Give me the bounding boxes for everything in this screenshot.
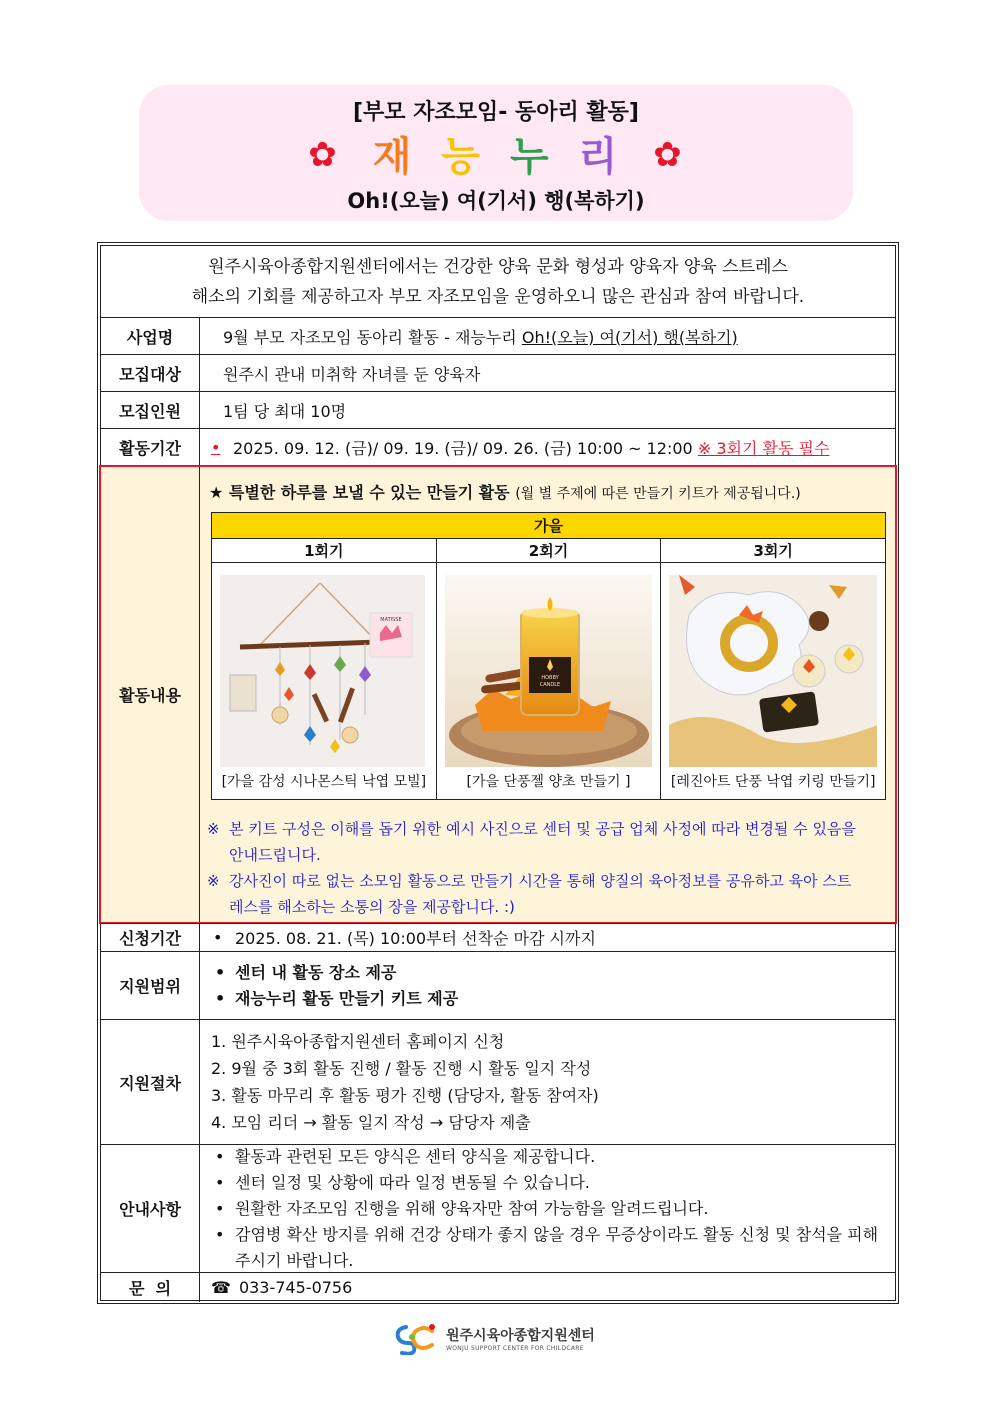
row-contact bbox=[101, 1273, 895, 1302]
row-value bbox=[201, 1145, 895, 1272]
notice-item: • 활동과 관련된 모든 양식은 센터 양식을 제공합니다. bbox=[211, 1144, 595, 1170]
row-value bbox=[201, 924, 895, 951]
headline-text: ★ 특별한 하루를 보낼 수 있는 만들기 활동 bbox=[209, 483, 510, 502]
bullet: • bbox=[211, 437, 221, 457]
procedure-step: 4. 모임 리더 → 활동 일지 작성 → 담당자 제출 bbox=[211, 1113, 531, 1132]
note-item bbox=[207, 868, 865, 920]
banner-tagline: Oh!(오늘) 여(기서) 행(복하기) bbox=[347, 189, 645, 213]
row-capacity bbox=[101, 392, 895, 429]
business-tagline: Oh!(오늘) 여(기서) 행(복하기) bbox=[521, 327, 738, 347]
cinnamon-leaf-mobile-photo bbox=[220, 575, 428, 767]
session-cells bbox=[212, 563, 885, 799]
row-support-scope bbox=[101, 952, 895, 1020]
row-value bbox=[201, 1020, 895, 1144]
title-char-2: 능 bbox=[441, 134, 482, 180]
title-char-3: 누 bbox=[510, 134, 551, 180]
mobile-sign-text: MATISSE bbox=[380, 617, 402, 623]
title-char-1: 재 bbox=[372, 134, 414, 180]
row-value bbox=[201, 429, 895, 465]
row-business-name bbox=[101, 318, 895, 355]
support-item-text: 재능누리 활동 만들기 키트 제공 bbox=[235, 988, 459, 1008]
session-2-caption: [가을 단풍젤 양초 만들기 ] bbox=[466, 774, 631, 790]
row-value bbox=[201, 952, 895, 1019]
row-label: 활동기간 bbox=[101, 429, 200, 465]
row-label: 안내사항 bbox=[101, 1145, 200, 1272]
headline-note: (월 별 주제에 따른 만들기 키트가 제공됩니다.) bbox=[515, 486, 801, 502]
row-period bbox=[101, 429, 895, 466]
business-text: 9월 부모 자조모임 동아리 활동 - 재능누리 bbox=[223, 327, 522, 347]
note-item bbox=[207, 816, 865, 868]
procedure-step: 2. 9월 중 3회 활동 진행 / 활동 진행 시 활동 일지 작성 bbox=[211, 1059, 592, 1078]
row-label: 모집대상 bbox=[101, 355, 200, 391]
kit-notes bbox=[207, 816, 865, 920]
row-label: 활동내용 bbox=[101, 466, 200, 923]
banner-title bbox=[139, 125, 853, 182]
row-value: 원주시 관내 미취학 자녀를 둔 양육자 bbox=[223, 364, 481, 384]
notice-text: 원활한 자조모임 진행을 위해 양육자만 참여 가능함을 알려드립니다. bbox=[235, 1198, 709, 1218]
row-target bbox=[101, 355, 895, 392]
bullet: • bbox=[213, 928, 223, 947]
support-item-text: 센터 내 활동 장소 제공 bbox=[235, 962, 397, 982]
notice-text: 활동과 관련된 모든 양식은 센터 양식을 제공합니다. bbox=[235, 1146, 596, 1166]
row-label: 지원범위 bbox=[101, 952, 200, 1019]
session-table bbox=[211, 512, 886, 800]
row-apply-period bbox=[101, 923, 895, 952]
flower-icon: ✿ bbox=[308, 135, 339, 175]
row-label: 문 의 bbox=[101, 1273, 200, 1302]
support-item: • 재능누리 활동 만들기 키트 제공 bbox=[211, 986, 458, 1012]
procedure-step: 1. 원주시육아종합지원센터 홈페이지 신청 bbox=[211, 1032, 505, 1051]
phone-icon: ☎ bbox=[211, 1278, 231, 1297]
notice-text: 센터 일정 및 상황에 따라 일정 변동될 수 있습니다. bbox=[235, 1172, 590, 1192]
session-3-cell bbox=[661, 563, 885, 799]
note-mark: ※ bbox=[207, 820, 220, 838]
row-value bbox=[201, 318, 895, 354]
notice-item: • 센터 일정 및 상황에 따라 일정 변동될 수 있습니다. bbox=[211, 1170, 590, 1196]
notice-item: • 감염병 확산 방지를 위해 건강 상태가 좋지 않을 경우 무증상이라도 활동 신청 및 참석을 피해주시기 바랍니다. bbox=[211, 1222, 889, 1274]
session-3-header: 3회기 bbox=[661, 539, 885, 563]
row-activity-content bbox=[101, 466, 895, 923]
apply-text: 2025. 08. 21. (목) 10:00부터 선착순 마감 시까지 bbox=[235, 929, 596, 948]
info-table bbox=[97, 242, 899, 1304]
org-name: 원주시육아종합지원센터 bbox=[446, 1327, 595, 1344]
season-header: 가을 bbox=[212, 513, 885, 539]
row-label: 신청기간 bbox=[101, 924, 200, 951]
banner-subtitle: [부모 자조모임- 동아리 활동] bbox=[353, 100, 639, 125]
row-label: 지원절차 bbox=[101, 1020, 200, 1144]
maple-gel-candle-photo bbox=[445, 575, 653, 767]
activity-headline bbox=[209, 480, 801, 503]
session-3-caption: [레진아트 단풍 낙엽 키링 만들기] bbox=[670, 774, 876, 790]
period-text: 2025. 09. 12. (금)/ 09. 19. (금)/ 09. 26. (금) 10:00 ~ 12:00 bbox=[233, 438, 698, 458]
org-name-en: WONJU SUPPORT CENTER FOR CHILDCARE bbox=[446, 1344, 584, 1352]
notice-text: 감염병 확산 방지를 위해 건강 상태가 좋지 않을 경우 무증상이라도 활동 신청 및 참석을 피해주시기 바랍니다. bbox=[235, 1224, 879, 1270]
title-char-4: 리 bbox=[578, 134, 620, 180]
row-label: 모집인원 bbox=[101, 392, 200, 428]
session-2-cell bbox=[437, 563, 662, 799]
note-text: 강사진이 따로 없는 소모임 활동으로 만들기 시간을 통해 양질의 육아정보를 공유하고 육아 스트레스를 해소하는 소통의 장을 제공합니다. :) bbox=[229, 872, 852, 916]
flower-icon: ✿ bbox=[653, 135, 684, 175]
row-value bbox=[201, 1273, 895, 1302]
session-1-caption: [가을 감성 시나몬스틱 낙엽 모빌] bbox=[221, 774, 427, 790]
contact-phone[interactable]: 033-745-0756 bbox=[238, 1278, 353, 1297]
notice-item: • 원활한 자조모임 진행을 위해 양육자만 참여 가능함을 알려드립니다. bbox=[211, 1196, 708, 1222]
note-text: 본 키트 구성은 이해를 돕기 위한 예시 사진으로 센터 및 공급 업체 사정에 따라 변경될 수 있음을 안내드립니다. bbox=[229, 820, 856, 864]
intro-row bbox=[101, 246, 895, 318]
session-headers bbox=[212, 539, 885, 563]
row-label: 사업명 bbox=[101, 318, 200, 354]
session-1-cell bbox=[212, 563, 437, 799]
note-mark: ※ bbox=[207, 872, 220, 890]
intro-line-2: 해소의 기회를 제공하고자 부모 자조모임을 운영하오니 많은 관심과 참여 바랍니다. bbox=[191, 286, 805, 307]
session-1-header: 1회기 bbox=[212, 539, 437, 563]
support-item: • 센터 내 활동 장소 제공 bbox=[211, 960, 396, 986]
candle-label-2: CANDLE bbox=[539, 682, 560, 688]
session-2-header: 2회기 bbox=[437, 539, 662, 563]
org-logo bbox=[392, 1320, 595, 1356]
candle-label-1: HOBBY bbox=[541, 675, 559, 681]
row-notice bbox=[101, 1145, 895, 1273]
procedure-step: 3. 활동 마무리 후 활동 평가 진행 (담당자, 활동 참여자) bbox=[211, 1086, 599, 1105]
org-logo-icon bbox=[392, 1321, 438, 1355]
resin-leaf-keyring-photo bbox=[669, 575, 877, 767]
required-note: ※ 3회기 활동 필수 bbox=[697, 438, 830, 458]
title-banner bbox=[139, 85, 853, 221]
row-procedure bbox=[101, 1020, 895, 1145]
row-value: 1팀 당 최대 10명 bbox=[223, 401, 347, 421]
intro-line-1: 원주시육아종합지원센터에서는 건강한 양육 문화 형성과 양육자 양육 스트레스 bbox=[208, 256, 788, 277]
